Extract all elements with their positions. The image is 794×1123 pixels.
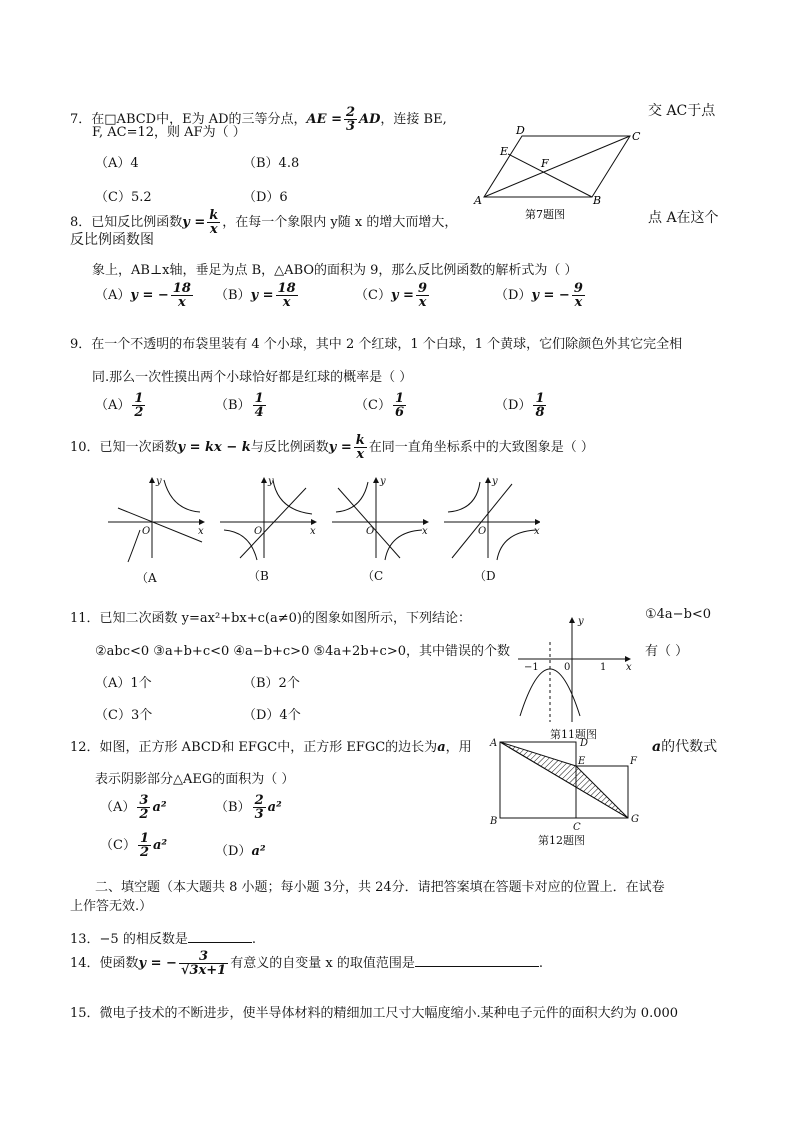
svg-text:O: O [366, 526, 375, 537]
q8-option-c: （C）y = $\frac{9}{x}$ [355, 281, 427, 310]
svg-text:x: x [626, 662, 632, 673]
svg-text:D: D [580, 738, 589, 749]
svg-text:y: y [578, 616, 584, 627]
q10-line1: 10．已知一次函数y = kx − k与反比例函数y = $\frac{k}{x}$ 在同一直角坐标系中的大致图象是（ ） [70, 433, 594, 462]
q10-label-c: （C [362, 569, 384, 583]
q12-figure-caption: 第12题图 [538, 834, 585, 847]
q8-text-right: 点 A在这个 [648, 210, 719, 226]
q11-line2: ②abc<0 ③a+b+c<0 ④a−b+c>0 ⑤4a+2b+c>0，其中错误的个数 [95, 644, 510, 659]
q7-figure-caption: 第7题图 [525, 208, 565, 221]
svg-text:F: F [630, 756, 637, 767]
q10-graph-a [108, 478, 204, 562]
q10-graph-d [444, 478, 540, 560]
q9-option-d: （D） $\frac{1}{8}$ [495, 391, 545, 420]
q12-line1: 12．如图，正方形 ABCD和 EFGC中，正方形 EFGC的边长为a，用 [70, 740, 472, 755]
q12-figure [486, 736, 656, 848]
q11-line1: 11．已知二次函数 y=ax²+bx+c(a≠0)的图象如图所示，下列结论： [70, 611, 471, 626]
svg-text:x: x [310, 526, 316, 537]
q13-answer-blank[interactable] [188, 930, 252, 943]
svg-text:−1: −1 [524, 662, 539, 673]
q7-point-a: A [474, 194, 482, 207]
q8-option-d: （D）y = − $\frac{9}{x}$ [495, 281, 583, 310]
q7-figure [470, 124, 650, 224]
q7-text-right: 交 AC于点 [648, 103, 716, 119]
q15-line: 15．微电子技术的不断进步，使半导体材料的精细加工尺寸大幅度缩小.某种电子元件的面积大约为 0.000 [70, 1006, 679, 1021]
svg-text:G: G [631, 814, 639, 825]
q8-line3: 象上，AB⊥x轴，垂足为点 B，△ABO的面积为 9，那么反比例函数的解析式为（ ） [92, 263, 578, 278]
svg-text:A: A [490, 738, 498, 749]
q11-figure-caption: 第11题图 [550, 728, 597, 741]
q12-option-d: （D）a² [215, 844, 266, 859]
q7-line1: 7．在□ABCD中，E为 AD的三等分点，AE = $\frac{2}{3}$ AD，连接 BE, [70, 105, 447, 134]
q10-label-d: （D [474, 569, 496, 583]
svg-text:C: C [573, 822, 581, 833]
q8-line1: 8．已知反比例函数y = $\frac{k}{x}$ ，在每一个象限内 y随 x 的增大而增大， [70, 208, 458, 237]
q10-graphs [100, 470, 540, 590]
q7-option-d: （D）6 [243, 190, 288, 205]
q7-point-b: B [593, 194, 602, 207]
q7-point-f: F [541, 157, 549, 170]
svg-text:x: x [534, 526, 540, 537]
q11-option-c: （C）3个 [95, 708, 153, 723]
q9-option-b: （B） $\frac{1}{4}$ [215, 391, 264, 420]
svg-text:y: y [156, 476, 162, 487]
q11-figure [512, 612, 642, 742]
q8-line2: 反比例函数图 [70, 232, 154, 248]
q10-graph-b [220, 478, 316, 560]
q13-line: 13．−5 的相反数是 . [70, 932, 256, 947]
q9-option-a: （A） $\frac{1}{2}$ [95, 391, 144, 420]
svg-text:B: B [490, 816, 498, 827]
q7-point-d: D [516, 124, 525, 137]
svg-text:O: O [142, 526, 151, 537]
q7-option-a: （A）4 [95, 156, 139, 171]
svg-text:O: O [478, 526, 487, 537]
svg-text:1: 1 [600, 662, 607, 673]
q12-option-c: （C） $\frac{1}{2}$ a² [100, 831, 168, 860]
q9-option-c: （C） $\frac{1}{6}$ [355, 391, 404, 420]
svg-text:0: 0 [564, 662, 571, 673]
q7-point-e: E [500, 145, 509, 158]
svg-text:y: y [380, 476, 386, 487]
q12-option-b: （B） $\frac{2}{3}$ a² [215, 793, 282, 822]
q11-right1: ①4a−b<0 [645, 607, 712, 622]
q11-right2: 有（ ） [645, 644, 689, 659]
q14-answer-blank[interactable] [415, 954, 539, 967]
q14-line: 14．使函数y = − $\frac{3}{√3x+1}$ 有意义的自变量 x 的取值范围是 . [70, 949, 543, 978]
svg-text:O: O [254, 526, 263, 537]
svg-text:E: E [578, 756, 586, 767]
q9-line1: 9．在一个不透明的布袋里装有 4 个小球，其中 2 个红球，1 个白球，1 个黄球，它们除颜色外其它完全相 [70, 337, 683, 352]
q7-line2: F, AC=12，则 AF为（ ） [92, 125, 246, 140]
svg-text:x: x [198, 526, 204, 537]
section2-line1: 二、填空题（本大题共 8 小题；每小题 3分，共 24分．请把答案填在答题卡对应的位置上．在试卷 [95, 880, 665, 895]
q11-option-b: （B）2个 [243, 676, 300, 691]
q8-option-a: （A）y = − $\frac{18}{x}$ [95, 281, 191, 310]
q10-label-a: （A [136, 571, 157, 585]
svg-text:y: y [268, 476, 274, 487]
q7-point-c: C [632, 130, 641, 143]
q10-label-b: （B [248, 569, 269, 583]
svg-text:x: x [422, 526, 428, 537]
q9-line2: 同.那么一次性摸出两个小球恰好都是红球的概率是（ ） [92, 370, 413, 385]
q8-option-b: （B）y = $\frac{18}{x}$ [215, 281, 296, 310]
q8-fraction: $\frac{k}{x}$ [209, 208, 219, 237]
q7-option-b: （B）4.8 [243, 156, 300, 171]
section2-line2: 上作答无效.） [70, 899, 153, 914]
svg-text:y: y [492, 476, 498, 487]
q12-line2: 表示阴影部分△AEG的面积为（ ） [95, 772, 295, 787]
q11-option-a: （A）1个 [95, 676, 152, 691]
q12-option-a: （A） $\frac{3}{2}$ a² [100, 793, 167, 822]
q7-option-c: （C）5.2 [95, 190, 152, 205]
q7-fraction: $\frac{2}{3}$ [345, 105, 356, 134]
q10-graph-c [332, 478, 428, 560]
q11-option-d: （D）4个 [243, 708, 301, 723]
q12-right1: a的代数式 [652, 739, 718, 755]
